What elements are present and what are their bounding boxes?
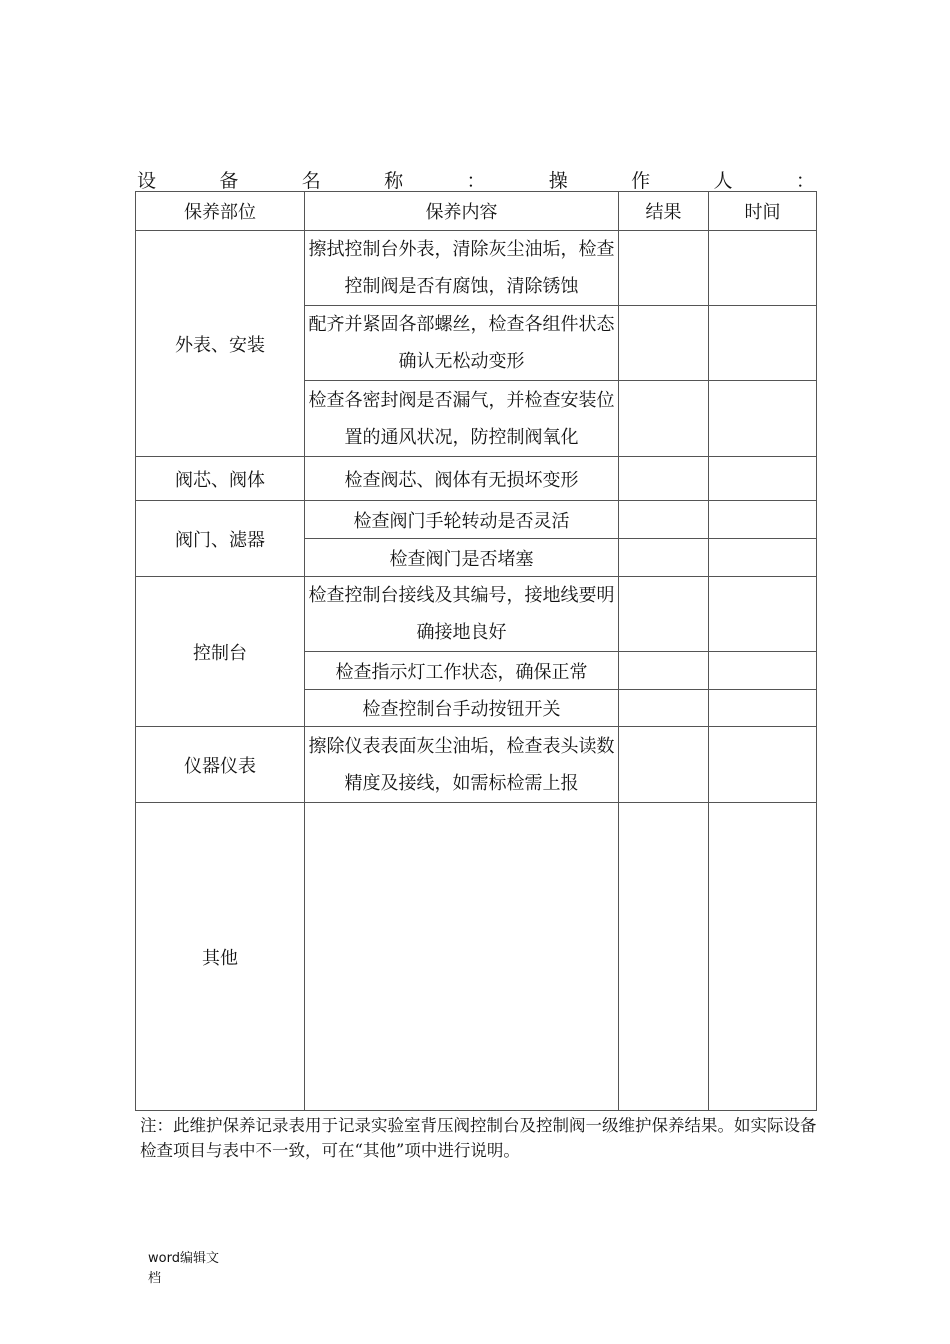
result-cell[interactable] xyxy=(619,690,709,727)
equipment-operator-header xyxy=(137,170,815,192)
time-cell[interactable] xyxy=(709,501,817,539)
header-char: 人 xyxy=(713,170,733,192)
result-cell[interactable] xyxy=(619,803,709,1111)
header-char: ： xyxy=(795,170,815,192)
result-cell[interactable] xyxy=(619,652,709,690)
col-header-time: 时间 xyxy=(709,192,817,231)
table-row xyxy=(136,727,817,803)
part-cell: 阀芯、阀体 xyxy=(136,457,305,501)
result-cell[interactable] xyxy=(619,501,709,539)
header-char: 备 xyxy=(219,170,239,192)
content-cell: 擦除仪表表面灰尘油垢，检查表头读数精度及接线，如需标检需上报 xyxy=(305,727,619,803)
header-char: ： xyxy=(466,170,486,192)
header-char: 设 xyxy=(137,170,157,192)
content-cell[interactable] xyxy=(305,803,619,1111)
time-cell[interactable] xyxy=(709,306,817,381)
time-cell[interactable] xyxy=(709,539,817,577)
table-note: 注：此维护保养记录表用于记录实验室背压阀控制台及控制阀一级维护保养结果。如实际设备检查项目与表中不一致，可在“其他”项中进行说明。 xyxy=(140,1116,817,1160)
time-cell[interactable] xyxy=(709,577,817,652)
col-header-result: 结果 xyxy=(619,192,709,231)
table-header-row xyxy=(136,192,817,231)
result-cell[interactable] xyxy=(619,306,709,381)
time-cell[interactable] xyxy=(709,381,817,457)
table-row xyxy=(136,501,817,539)
result-cell[interactable] xyxy=(619,381,709,457)
part-cell: 外表、安装 xyxy=(136,231,305,457)
content-cell: 检查阀门是否堵塞 xyxy=(305,539,619,577)
table-row xyxy=(136,577,817,652)
col-header-part: 保养部位 xyxy=(136,192,305,231)
maintenance-record-table xyxy=(135,191,817,1111)
time-cell[interactable] xyxy=(709,231,817,306)
result-cell[interactable] xyxy=(619,457,709,501)
content-cell: 检查指示灯工作状态，确保正常 xyxy=(305,652,619,690)
time-cell[interactable] xyxy=(709,457,817,501)
time-cell[interactable] xyxy=(709,690,817,727)
footer-text: word编辑文档 xyxy=(148,1251,219,1286)
col-header-content: 保养内容 xyxy=(305,192,619,231)
content-cell: 检查阀门手轮转动是否灵活 xyxy=(305,501,619,539)
content-cell: 检查控制台手动按钮开关 xyxy=(305,690,619,727)
result-cell[interactable] xyxy=(619,727,709,803)
result-cell[interactable] xyxy=(619,539,709,577)
part-cell: 仪器仪表 xyxy=(136,727,305,803)
content-cell: 擦拭控制台外表，清除灰尘油垢，检查控制阀是否有腐蚀，清除锈蚀 xyxy=(305,231,619,306)
content-cell: 检查各密封阀是否漏气，并检查安装位置的通风状况，防控制阀氧化 xyxy=(305,381,619,457)
table-row xyxy=(136,803,817,1111)
table-row xyxy=(136,231,817,306)
part-cell: 控制台 xyxy=(136,577,305,727)
time-cell[interactable] xyxy=(709,803,817,1111)
table-row xyxy=(136,457,817,501)
header-char: 称 xyxy=(384,170,404,192)
part-cell: 其他 xyxy=(136,803,305,1111)
header-char: 名 xyxy=(301,170,321,192)
time-cell[interactable] xyxy=(709,727,817,803)
part-cell: 阀门、滤器 xyxy=(136,501,305,577)
content-cell: 检查阀芯、阀体有无损坏变形 xyxy=(305,457,619,501)
time-cell[interactable] xyxy=(709,652,817,690)
result-cell[interactable] xyxy=(619,231,709,306)
result-cell[interactable] xyxy=(619,577,709,652)
header-char: 作 xyxy=(631,170,651,192)
content-cell: 配齐并紧固各部螺丝，检查各组件状态确认无松动变形 xyxy=(305,306,619,381)
content-cell: 检查控制台接线及其编号，接地线要明确接地良好 xyxy=(305,577,619,652)
header-char: 操 xyxy=(548,170,568,192)
